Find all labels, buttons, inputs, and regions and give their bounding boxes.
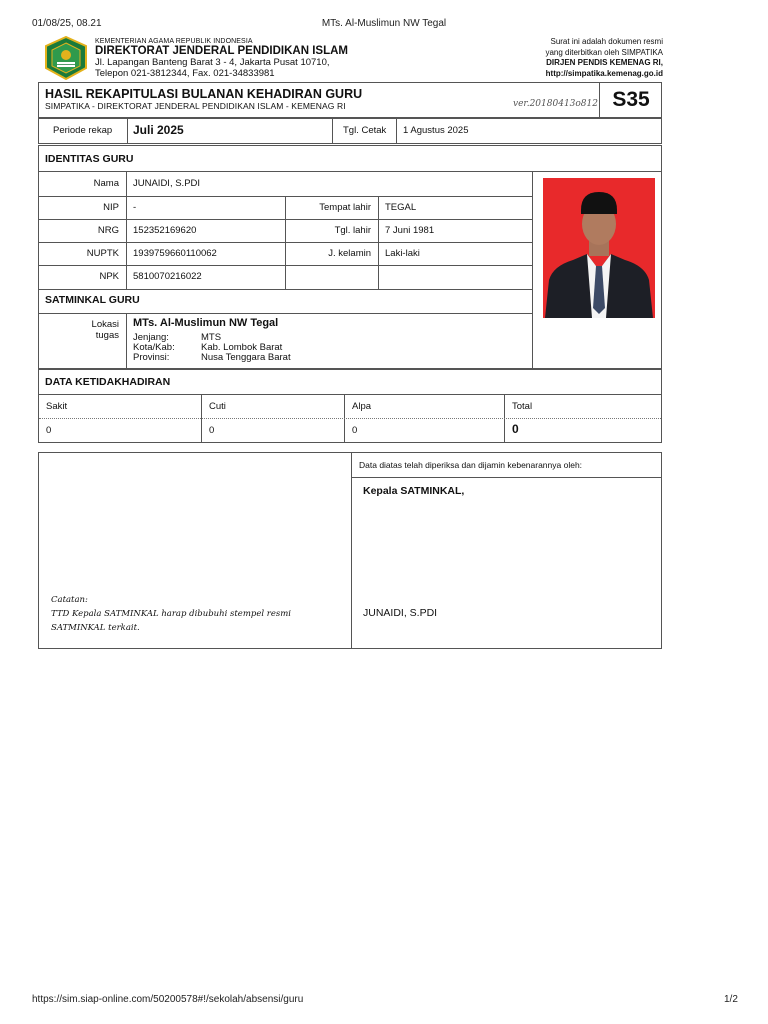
jenjang-value: MTS <box>201 332 222 343</box>
kemenag-emblem-icon <box>42 36 90 80</box>
signature-note <box>51 593 291 635</box>
jenis-kelamin-value: Laki-laki <box>385 248 420 259</box>
identity-section <box>38 145 662 369</box>
print-url: https://sim.siap-online.com/50200578#!/sekolah/absensi/guru <box>32 994 304 1005</box>
signer-name: JUNAIDI, S.PDI <box>363 607 438 619</box>
lokasi-tugas-label <box>39 319 119 341</box>
periode-row <box>38 118 662 144</box>
tempat-lahir-label: Tempat lahir <box>319 202 371 213</box>
provinsi-value: Nusa Tenggara Barat <box>201 352 291 363</box>
school-details <box>133 333 291 363</box>
absence-heading: DATA KETIDAKHADIRAN <box>45 376 171 388</box>
alpa-value: 0 <box>352 425 358 436</box>
address-line: Jl. Lapangan Banteng Barat 3 - 4, Jakarta Pusat 10710, <box>95 57 330 68</box>
lokasi-label-line: Lokasi <box>91 319 119 330</box>
nuptk-label: NUPTK <box>86 248 119 259</box>
cuti-value: 0 <box>209 425 215 436</box>
signature-section <box>38 452 662 649</box>
kota-label: Kota/Kab: <box>133 342 175 353</box>
print-page-title: MTs. Al-Muslimun NW Tegal <box>321 18 447 29</box>
official-document-note <box>545 37 663 79</box>
total-label: Total <box>512 401 533 412</box>
print-datetime: 01/08/25, 08.21 <box>32 18 102 29</box>
note-line: Surat ini adalah dokumen resmi <box>550 37 663 46</box>
phone-line: Telepon 021-3812344, Fax. 021-34833981 <box>95 68 275 79</box>
periode-value: Juli 2025 <box>133 123 184 137</box>
satminkal-heading: SATMINKAL GURU <box>45 294 140 306</box>
verified-statement: Data diatas telah diperiksa dan dijamin kebenarannya oleh: <box>359 460 583 470</box>
ministry-name: KEMENTERIAN AGAMA REPUBLIK INDONESIA <box>95 38 253 45</box>
print-page-number: 1/2 <box>724 994 738 1005</box>
nrg-value: 152352169620 <box>133 225 197 236</box>
form-code: S35 <box>599 83 662 117</box>
provinsi-label: Provinsi: <box>133 352 170 363</box>
jenjang-label: Jenjang: <box>133 332 169 343</box>
print-date-value: 1 Agustus 2025 <box>403 125 469 136</box>
nama-label: Nama <box>93 178 119 189</box>
report-title-box <box>38 82 662 118</box>
lokasi-label-line: tugas <box>95 330 119 341</box>
note-link: http://simpatika.kemenag.go.id <box>545 68 663 78</box>
jenis-kelamin-label: J. kelamin <box>328 248 371 259</box>
teacher-photo <box>543 178 655 318</box>
nuptk-value: 1939759660110062 <box>133 248 217 259</box>
note-line: yang diterbitkan oleh SIMPATIKA <box>545 47 663 57</box>
identity-heading: IDENTITAS GURU <box>45 153 134 165</box>
nip-label: NIP <box>103 202 119 213</box>
note-line: SATMINKAL terkait. <box>51 623 140 633</box>
tgl-lahir-value: 7 Juni 1981 <box>385 225 435 236</box>
report-subtitle: SIMPATIKA - DIREKTORAT JENDERAL PENDIDIKAN ISLAM - KEMENAG RI <box>45 101 346 111</box>
signer-role: Kepala SATMINKAL, <box>363 485 465 497</box>
npk-label: NPK <box>99 271 119 282</box>
print-date-label: Tgl. Cetak <box>343 125 387 136</box>
note-line: TTD Kepala SATMINKAL harap dibubuhi stempel resmi <box>51 609 292 619</box>
tempat-lahir-value: TEGAL <box>385 202 417 213</box>
directorate-address <box>95 57 330 79</box>
alpa-label: Alpa <box>352 401 372 412</box>
absence-section <box>38 369 662 443</box>
npk-value: 5810070216022 <box>133 271 202 282</box>
periode-label: Periode rekap <box>53 125 113 136</box>
kota-value: Kab. Lombok Barat <box>201 342 283 353</box>
cuti-label: Cuti <box>209 401 226 412</box>
note-line: DIRJEN PENDIS KEMENAG RI, <box>546 58 663 67</box>
version-label: ver.20180413o812 <box>513 99 598 109</box>
nip-value: - <box>133 202 137 213</box>
nrg-label: NRG <box>97 225 119 236</box>
sakit-value: 0 <box>46 425 52 436</box>
directorate-name: DIREKTORAT JENDERAL PENDIDIKAN ISLAM <box>95 45 349 57</box>
total-value: 0 <box>512 422 519 436</box>
note-title: Catatan: <box>51 595 88 605</box>
school-name: MTs. Al-Muslimun NW Tegal <box>133 317 279 329</box>
tgl-lahir-label: Tgl. lahir <box>334 225 371 236</box>
sakit-label: Sakit <box>46 401 68 412</box>
report-title: HASIL REKAPITULASI BULANAN KEHADIRAN GURU <box>45 87 363 101</box>
nama-value: JUNAIDI, S.PDI <box>133 178 201 189</box>
